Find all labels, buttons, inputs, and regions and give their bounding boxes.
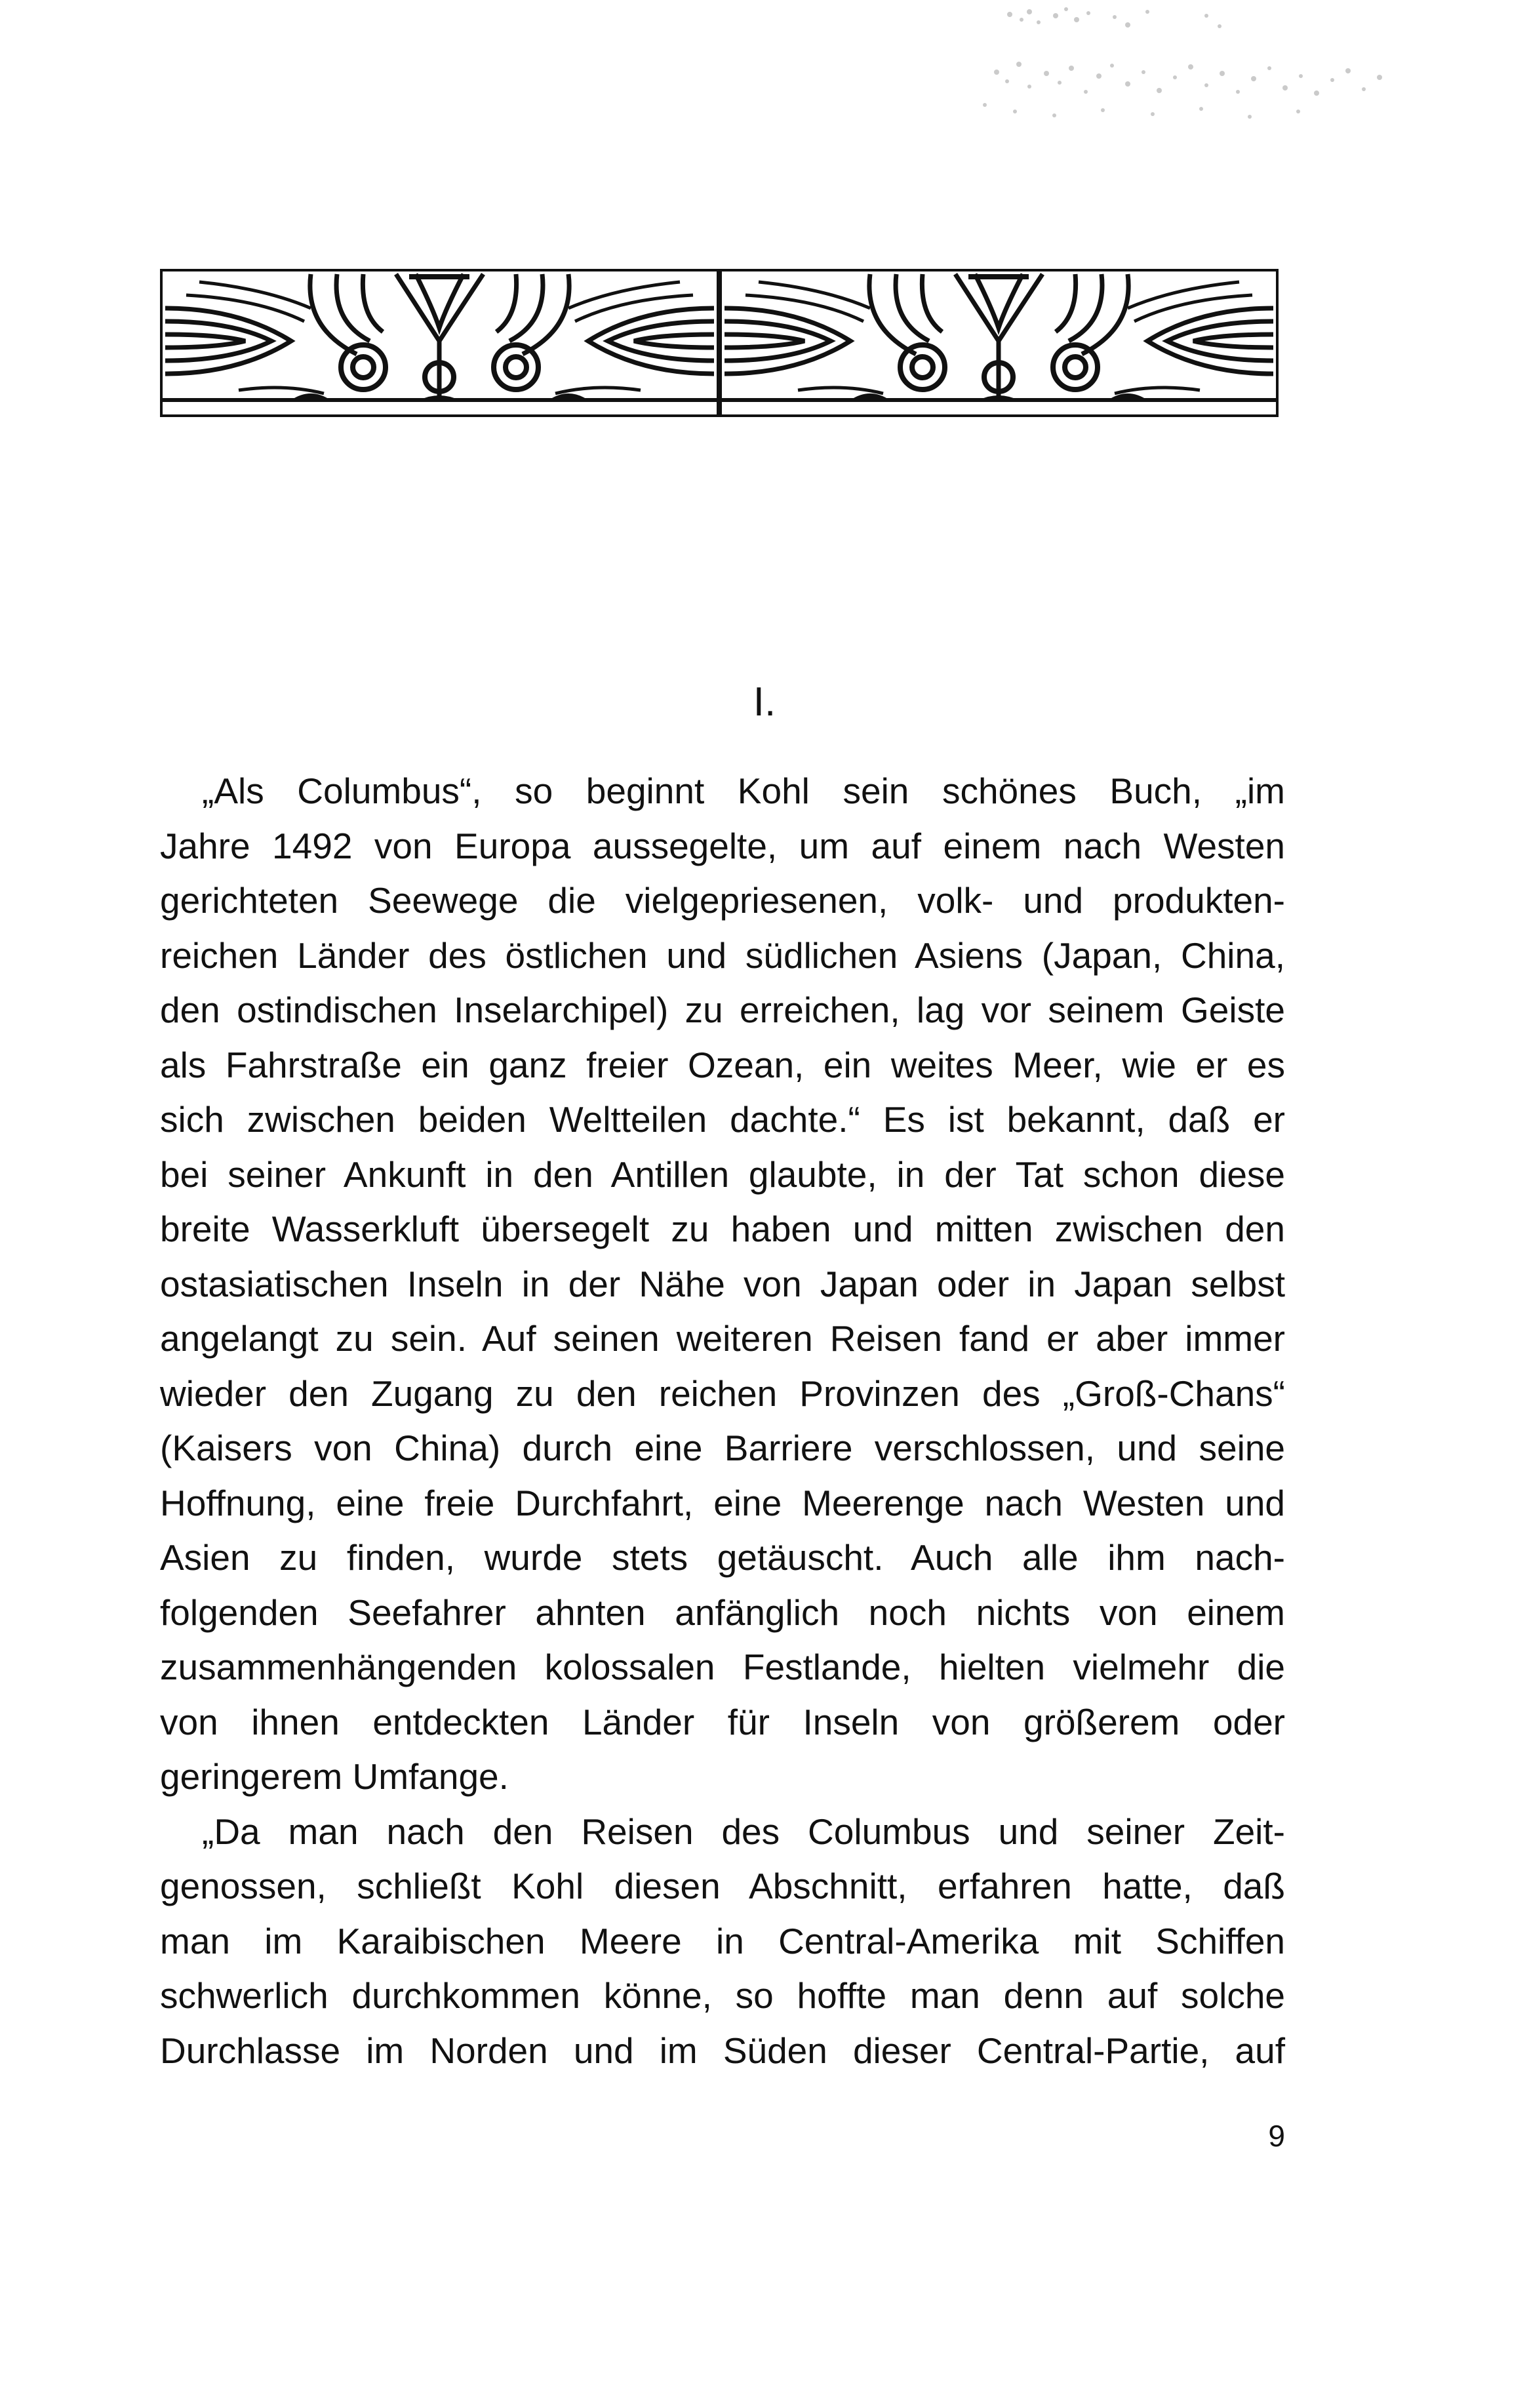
text-line: (Kaisers von China) durch eine Barriere verschlossen, und seine xyxy=(160,1428,1285,1468)
text-line: zusammenhängenden kolossalen Festlande, hielten vielmehr die xyxy=(160,1647,1285,1687)
text-line: „Da man nach den Reisen des Columbus und seiner Zeit- xyxy=(202,1811,1285,1852)
text-line: geringerem Umfange. xyxy=(160,1756,509,1797)
text-line: man im Karaibischen Meere in Central-Amerika mit Schiffen xyxy=(160,1920,1285,1961)
text-line: von ihnen entdeckten Länder für Inseln von größerem oder xyxy=(160,1701,1285,1742)
text-line: reichen Länder des östlichen und südlichen Asiens (Japan, China, xyxy=(160,934,1285,976)
library-stamp xyxy=(931,0,1403,151)
paragraph xyxy=(160,1805,1285,2079)
page-number: 9 xyxy=(1268,2119,1285,2153)
text-line: Hoffnung, eine freie Durchfahrt, eine Meerenge nach Westen und xyxy=(160,1482,1285,1523)
text-line: ostasiatischen Inseln in der Nähe von Japan oder in Japan selbst xyxy=(160,1263,1285,1304)
text-line: sich zwischen beiden Weltteilen dachte.“ Es ist bekannt, daß er xyxy=(160,1099,1285,1140)
text-line: Asien zu finden, wurde stets getäuscht. Auch alle ihm nach- xyxy=(160,1537,1285,1578)
chapter-heading: I. xyxy=(753,679,776,725)
text-line: wieder den Zugang zu den reichen Provinzen des „Groß-Chans“ xyxy=(160,1373,1285,1414)
text-line: genossen, schließt Kohl diesen Abschnitt, erfahren hatte, daß xyxy=(160,1866,1285,1906)
body-text xyxy=(160,764,1285,2078)
paragraph xyxy=(160,764,1285,1805)
text-line: „Als Columbus“, so beginnt Kohl sein schönes Buch, „im xyxy=(202,771,1285,811)
text-line: schwerlich durchkommen könne, so hoffte man denn auf solche xyxy=(160,1975,1285,2016)
text-line: als Fahrstraße ein ganz freier Ozean, ein weites Meer, wie er es xyxy=(160,1044,1285,1085)
decorative-headpiece xyxy=(160,269,1279,417)
text-line: Durchlasse im Norden und im Süden dieser Central-Partie, auf xyxy=(160,2030,1285,2071)
text-line: Jahre 1492 von Europa aussegelte, um auf einem nach Westen xyxy=(160,825,1285,866)
text-line: angelangt zu sein. Auf seinen weiteren Reisen fand er aber immer xyxy=(160,1318,1285,1359)
text-line: folgenden Seefahrer ahnten anfänglich noch nichts von einem xyxy=(160,1592,1285,1633)
text-line: breite Wasserkluft übersegelt zu haben und mitten zwischen den xyxy=(160,1209,1285,1249)
text-line: bei seiner Ankunft in den Antillen glaubte, in der Tat schon diese xyxy=(160,1154,1285,1195)
text-line: gerichteten Seewege die vielgepriesenen, volk- und produkten- xyxy=(160,880,1285,921)
text-line: den ostindischen Inselarchipel) zu erreichen, lag vor seinem Geiste xyxy=(160,990,1285,1030)
